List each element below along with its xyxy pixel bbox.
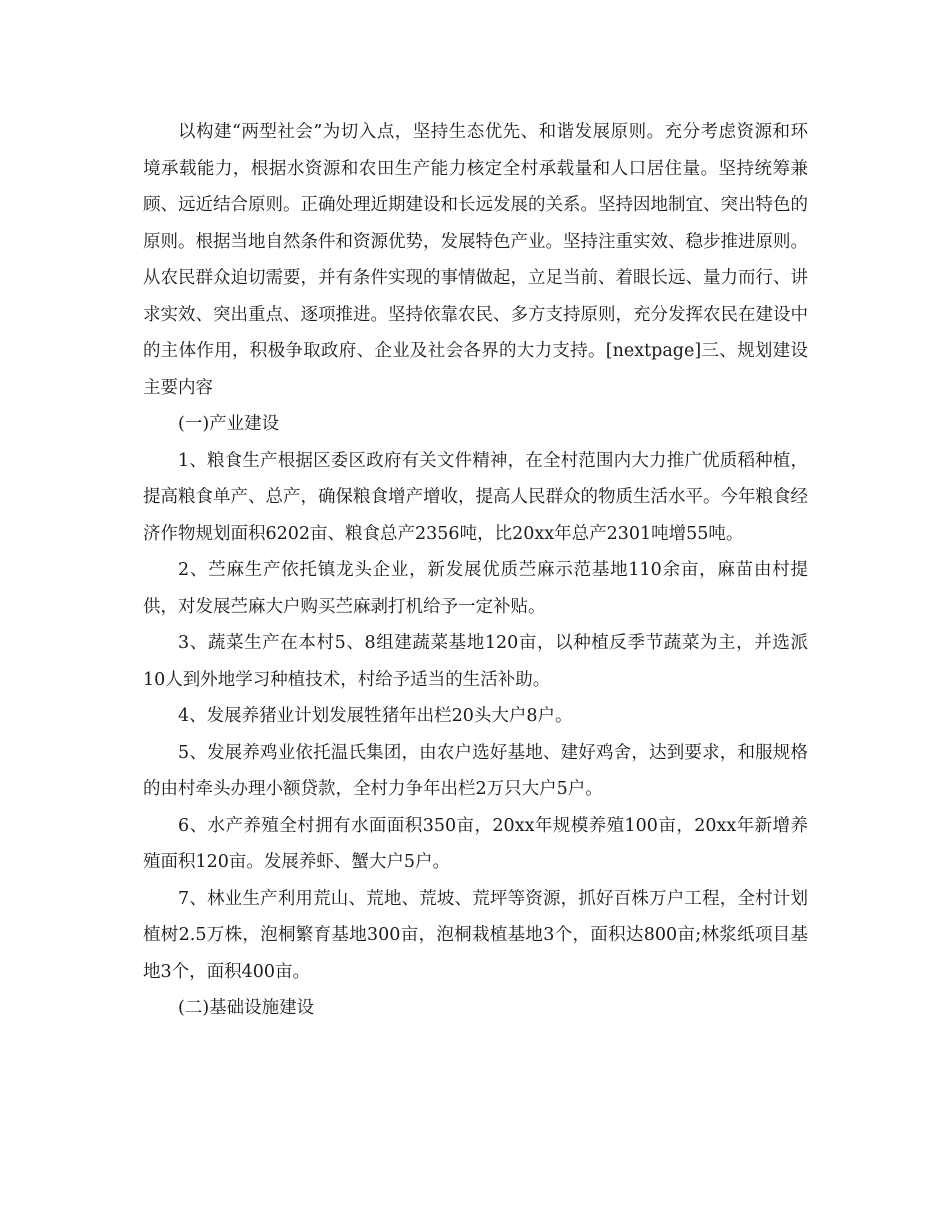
document-body (143, 114, 808, 1027)
list-item-vegetables: 3、蔬菜生产在本村5、8组建蔬菜基地120亩，以种植反季节蔬菜为主，并选派10人到外地学习种植技术，村给予适当的生活补助。 (143, 633, 808, 690)
section-heading-industry: (一)产业建设 (178, 414, 280, 434)
list-item-pigs: 4、发展养猪业计划发展牲猪年出栏20头大户8户。 (178, 706, 573, 726)
section-heading-infrastructure: (二)基础设施建设 (178, 998, 315, 1018)
list-item-forestry: 7、林业生产利用荒山、荒地、荒坡、荒坪等资源，抓好百株万户工程，全村计划植树2.5万株，泡桐繁育基地300亩，泡桐栽植基地3个，面积达800亩;林浆纸项目基地3个，面积400亩。 (143, 888, 808, 982)
list-item-aquaculture: 6、水产养殖全村拥有水面面积350亩，20xx年规模养殖100亩，20xx年新增养殖面积120亩。发展养虾、蟹大户5户。 (143, 815, 808, 872)
list-item-chickens: 5、发展养鸡业依托温氏集团，由农户选好基地、建好鸡舍，达到要求，和服规格的由村牵头办理小额贷款，全村力争年出栏2万只大户5户。 (143, 742, 808, 799)
intro-paragraph: 以构建“两型社会”为切入点，坚持生态优先、和谐发展原则。充分考虑资源和环境承载能力，根据水资源和农田生产能力核定全村承载量和人口居住量。坚持统筹兼顾、远近结合原则。正确处理近期建设和长远发展的关系。坚持因地制宜、突出特色的原则。根据当地自然条件和资源优势，发展特色产业。坚持注重实效、稳步推进原则。从农民群众迫切需要，并有条件实现的事情做起，立足当前、着眼长远、量力而行、讲求实效、突出重点、逐项推进。坚持依靠农民、多方支持原则，充分发挥农民在建设中的主体作用，积极争取政府、企业及社会各界的大力支持。[nextpage]三、规划建设主要内容 (143, 122, 808, 398)
list-item-ramie: 2、苎麻生产依托镇龙头企业，新发展优质苎麻示范基地110余亩，麻苗由村提供，对发展苎麻大户购买苎麻剥打机给予一定补贴。 (143, 560, 808, 617)
list-item-grain: 1、粮食生产根据区委区政府有关文件精神，在全村范围内大力推广优质稻种植，提高粮食单产、总产，确保粮食增产增收，提高人民群众的物质生活水平。今年粮食经济作物规划面积6202亩、粮食总产2356吨，比20xx年总产2301吨增55吨。 (143, 450, 808, 544)
